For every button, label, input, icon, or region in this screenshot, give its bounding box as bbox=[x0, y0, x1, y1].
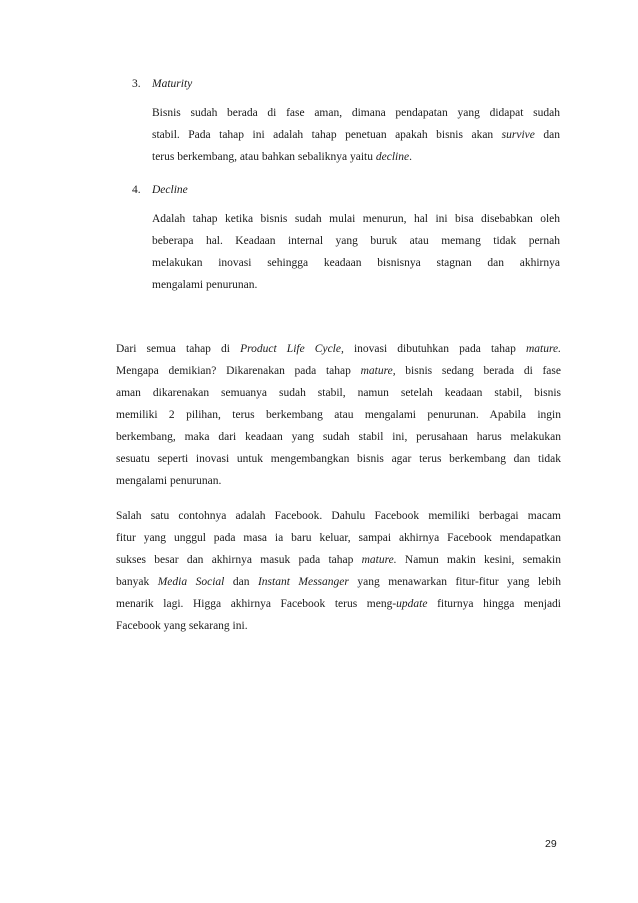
text-line bbox=[116, 382, 561, 404]
text-line bbox=[116, 505, 561, 527]
list-body bbox=[152, 102, 560, 168]
page-number: 29 bbox=[545, 838, 557, 850]
text-run: melakukan inovasi sehingga keadaan bisnisnya stagnan dan akhirnya bbox=[152, 257, 560, 269]
text-line bbox=[116, 338, 561, 360]
text-run: beberapa hal. Keadaan internal yang buruk atau memang tidak pernah bbox=[152, 235, 560, 247]
text-line bbox=[116, 360, 561, 382]
text-run: dan bbox=[534, 129, 560, 141]
text-run: berkembang, maka dari keadaan yang sudah stabil ini, perusahaan harus melakukan bbox=[116, 431, 561, 443]
italic-term: Instant Messanger bbox=[257, 576, 349, 588]
text-run: bisnis sedang berada di fase bbox=[395, 365, 561, 377]
list-number: 4. bbox=[132, 184, 141, 196]
text-run: Mengapa demikian? Dikarenakan pada tahap bbox=[116, 365, 361, 377]
italic-term: Product Life Cycle, bbox=[240, 343, 344, 355]
text-run: Salah satu contohnya adalah Facebook. Dahulu Facebook memiliki berbagai macam bbox=[116, 510, 561, 522]
paragraph-product-life-cycle bbox=[116, 338, 561, 492]
text-run: Bisnis sudah berada di fase aman, dimana pendapatan yang didapat sudah bbox=[152, 107, 560, 119]
text-run: fiturnya hingga menjadi bbox=[427, 598, 562, 610]
italic-term: update bbox=[396, 598, 428, 610]
text-line bbox=[152, 274, 560, 296]
text-line bbox=[116, 549, 561, 571]
text-line bbox=[152, 124, 560, 146]
text-line bbox=[116, 470, 561, 492]
text-run: mengalami penurunan. bbox=[116, 475, 222, 487]
text-run: sukses besar dan akhirnya masuk pada tahap bbox=[116, 554, 362, 566]
text-run: Facebook yang sekarang ini. bbox=[116, 620, 248, 632]
text-run: banyak bbox=[116, 576, 158, 588]
list-number: 3. bbox=[132, 78, 141, 90]
text-run: . bbox=[409, 151, 412, 163]
text-run: dan bbox=[224, 576, 258, 588]
text-run: stabil. Pada tahap ini adalah tahap penetuan apakah bisnis akan bbox=[152, 129, 502, 141]
text-run: yang menawarkan fitur-fitur yang lebih bbox=[348, 576, 561, 588]
text-line bbox=[116, 571, 561, 593]
list-title: Decline bbox=[152, 184, 188, 196]
italic-term: mature. bbox=[361, 554, 397, 566]
text-line bbox=[152, 146, 560, 168]
text-line bbox=[152, 252, 560, 274]
italic-term: Media Social bbox=[157, 576, 225, 588]
list-title: Maturity bbox=[152, 78, 193, 90]
text-run: aman dikarenakan semuanya sudah stabil, namun setelah keadaan stabil, bisnis bbox=[116, 387, 561, 399]
text-line bbox=[152, 230, 560, 252]
text-run: menarik lagi. Higga akhirnya Facebook terus meng- bbox=[116, 598, 397, 610]
text-line bbox=[152, 102, 560, 124]
text-line bbox=[116, 593, 561, 615]
text-run: memiliki 2 pilihan, terus berkembang atau mengalami penurunan. Apabila ingin bbox=[116, 409, 561, 421]
italic-term: mature, bbox=[360, 365, 396, 377]
list-body bbox=[152, 208, 560, 296]
text-line bbox=[116, 527, 561, 549]
text-line bbox=[116, 426, 561, 448]
text-run: mengalami penurunan. bbox=[152, 279, 258, 291]
text-run: inovasi dibutuhkan pada tahap bbox=[343, 343, 526, 355]
italic-term: decline bbox=[375, 151, 410, 163]
text-run: Dari semua tahap di bbox=[116, 343, 241, 355]
text-run: terus berkembang, atau bahkan sebaliknya yaitu bbox=[152, 151, 376, 163]
text-line bbox=[116, 404, 561, 426]
text-line bbox=[152, 208, 560, 230]
italic-term: survive bbox=[501, 129, 535, 141]
text-run: sesuatu seperti inovasi untuk mengembangkan bisnis agar terus berkembang dan tidak bbox=[116, 453, 561, 465]
italic-term: mature. bbox=[525, 343, 561, 355]
text-run: fitur yang unggul pada masa ia baru keluar, sampai akhirnya Facebook mendapatkan bbox=[116, 532, 561, 544]
paragraph-facebook-example bbox=[116, 505, 561, 637]
text-line bbox=[116, 615, 561, 637]
text-run: Namun makin kesini, semakin bbox=[396, 554, 561, 566]
text-line bbox=[116, 448, 561, 470]
text-run: Adalah tahap ketika bisnis sudah mulai menurun, hal ini bisa disebabkan oleh bbox=[152, 213, 560, 225]
